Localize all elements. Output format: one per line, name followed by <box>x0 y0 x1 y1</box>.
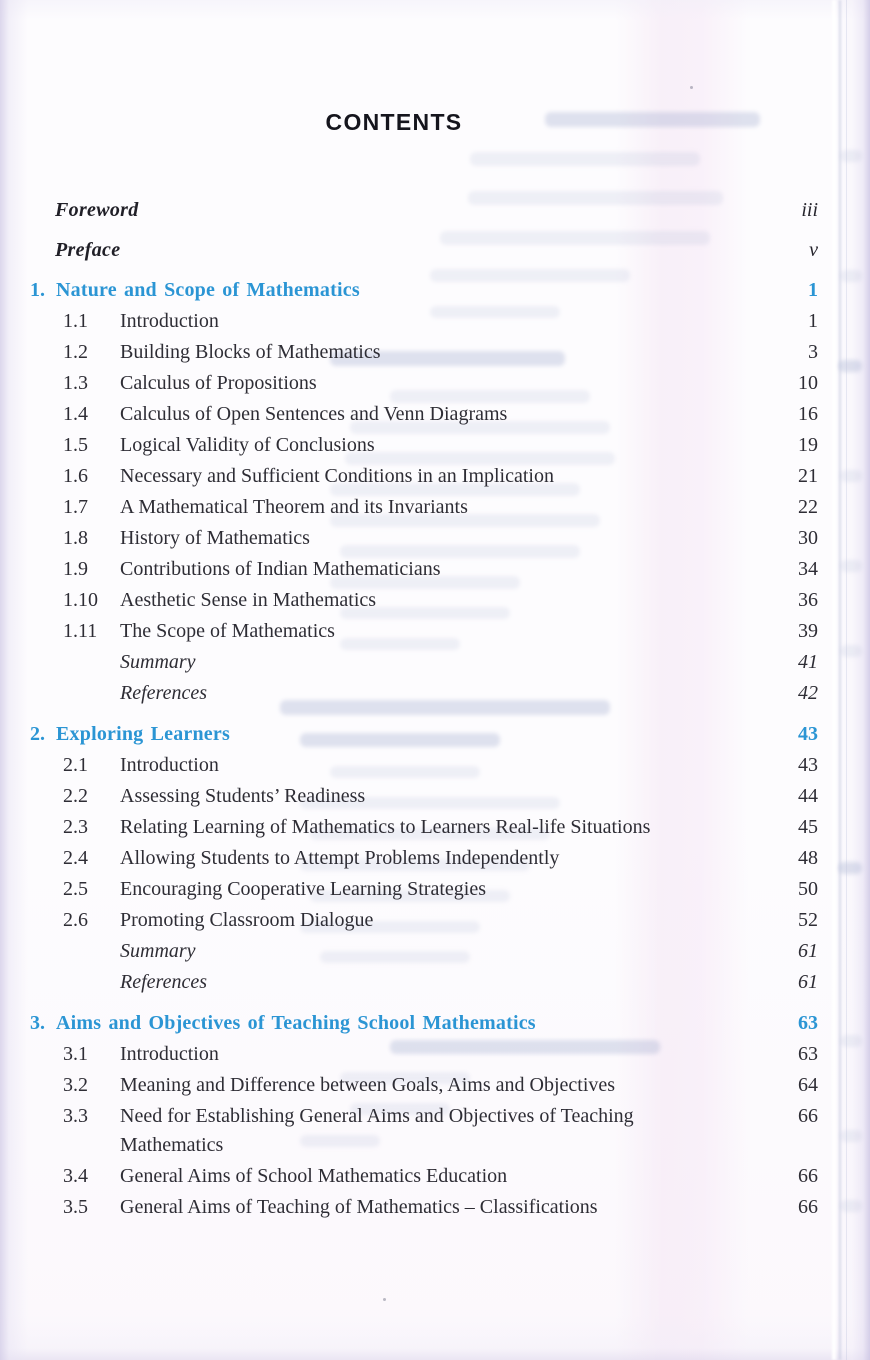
toc-entry <box>30 844 818 873</box>
toc-extra-entry <box>30 648 818 677</box>
toc-entry <box>30 1193 818 1222</box>
chapter-page-number: 63 <box>798 1012 818 1034</box>
section-number: 3.3 <box>63 1105 88 1127</box>
section-page-number: 22 <box>798 496 818 518</box>
section-number: 1.5 <box>63 434 88 456</box>
front-matter-label: Preface <box>55 239 121 261</box>
toc-entry <box>30 1102 818 1160</box>
extra-page-number: 41 <box>798 651 818 673</box>
toc-entry <box>30 813 818 842</box>
section-number: 1.9 <box>63 558 88 580</box>
toc-entry <box>30 751 818 780</box>
section-title: Calculus of Open Sentences and Venn Diagrams <box>120 403 508 425</box>
section-title: Calculus of Propositions <box>120 372 317 394</box>
toc-entry <box>30 906 818 935</box>
bleedthrough-smudge <box>840 1035 862 1047</box>
chapter-page-number: 43 <box>798 723 818 745</box>
section-number: 3.2 <box>63 1074 88 1096</box>
section-page-number: 43 <box>798 754 818 776</box>
bleedthrough-smudge <box>840 1130 862 1142</box>
extra-label: Summary <box>120 651 196 673</box>
toc-entry <box>30 617 818 646</box>
toc-entry <box>30 307 818 336</box>
section-page-number: 52 <box>798 909 818 931</box>
section-page-number: 39 <box>798 620 818 642</box>
section-page-number: 19 <box>798 434 818 456</box>
chapter-title: Exploring Learners <box>56 723 230 745</box>
toc-entry <box>30 338 818 367</box>
section-number: 3.5 <box>63 1196 88 1218</box>
page-number: v <box>809 239 818 261</box>
section-number: 1.6 <box>63 465 88 487</box>
bleedthrough-smudge <box>840 560 862 572</box>
section-page-number: 3 <box>808 341 818 363</box>
section-page-number: 45 <box>798 816 818 838</box>
section-page-number: 30 <box>798 527 818 549</box>
chapter-heading <box>30 1009 818 1038</box>
section-title: Building Blocks of Mathematics <box>120 341 381 363</box>
section-page-number: 1 <box>808 310 818 332</box>
extra-page-number: 42 <box>798 682 818 704</box>
front-matter-row <box>30 196 818 225</box>
toc-entry <box>30 369 818 398</box>
section-title: A Mathematical Theorem and its Invariants <box>120 496 468 518</box>
chapter-number: 2. <box>30 723 45 745</box>
section-number: 1.4 <box>63 403 88 425</box>
chapter-number: 1. <box>30 279 45 301</box>
section-title: Introduction <box>120 1043 219 1065</box>
chapter-title: Aims and Objectives of Teaching School Mathematics <box>56 1012 536 1034</box>
section-number: 2.3 <box>63 816 88 838</box>
toc-entry <box>30 400 818 429</box>
bleedthrough-smudge <box>840 1200 862 1212</box>
section-number: 1.3 <box>63 372 88 394</box>
section-number: 3.4 <box>63 1165 88 1187</box>
toc-entry <box>30 462 818 491</box>
toc-entry <box>30 1071 818 1100</box>
chapter-page-number: 1 <box>808 279 818 301</box>
section-title: Contributions of Indian Mathematicians <box>120 558 441 580</box>
section-title: Introduction <box>120 754 219 776</box>
bleedthrough-smudge <box>838 862 862 874</box>
toc-entry <box>30 586 818 615</box>
section-page-number: 21 <box>798 465 818 487</box>
bleedthrough-smudge <box>840 270 862 282</box>
section-page-number: 66 <box>798 1196 818 1218</box>
section-number: 2.2 <box>63 785 88 807</box>
extra-label: References <box>120 682 207 704</box>
section-number: 1.1 <box>63 310 88 332</box>
section-page-number: 36 <box>798 589 818 611</box>
section-page-number: 16 <box>798 403 818 425</box>
section-title: Introduction <box>120 310 219 332</box>
section-title: Need for Establishing General Aims and Objectives of Teaching Mathematics <box>120 1105 634 1156</box>
section-title: Assessing Students’ Readiness <box>120 785 366 807</box>
toc-extra-entry <box>30 968 818 997</box>
page-title: CONTENTS <box>325 109 463 135</box>
section-title: History of Mathematics <box>120 527 310 549</box>
section-title: Meaning and Difference between Goals, Aims and Objectives <box>120 1074 616 1096</box>
section-number: 2.6 <box>63 909 88 931</box>
scan-speckle <box>690 86 693 89</box>
section-page-number: 64 <box>798 1074 818 1096</box>
extra-label: References <box>120 971 207 993</box>
extra-page-number: 61 <box>798 940 818 962</box>
section-number: 2.5 <box>63 878 88 900</box>
toc-entry <box>30 431 818 460</box>
section-number: 2.1 <box>63 754 88 776</box>
scan-speckle <box>383 1298 386 1301</box>
section-page-number: 66 <box>798 1165 818 1187</box>
section-title: Promoting Classroom Dialogue <box>120 909 374 931</box>
chapter-title: Nature and Scope of Mathematics <box>56 279 360 301</box>
section-number: 1.11 <box>63 620 98 642</box>
section-title: General Aims of Teaching of Mathematics – Classifications <box>120 1196 598 1218</box>
section-title: Relating Learning of Mathematics to Learners Real-life Situations <box>120 816 651 838</box>
section-number: 1.8 <box>63 527 88 549</box>
section-number: 1.10 <box>63 589 98 611</box>
toc-entry <box>30 875 818 904</box>
front-matter-row <box>30 236 818 265</box>
section-page-number: 50 <box>798 878 818 900</box>
toc-entry <box>30 782 818 811</box>
section-title: Necessary and Sufficient Conditions in an Implication <box>120 465 554 487</box>
section-title: The Scope of Mathematics <box>120 620 335 642</box>
extra-page-number: 61 <box>798 971 818 993</box>
section-page-number: 10 <box>798 372 818 394</box>
chapter-heading <box>30 276 818 305</box>
page-number: iii <box>801 199 818 221</box>
section-page-number: 44 <box>798 785 818 807</box>
toc-entry <box>30 493 818 522</box>
section-title: Allowing Students to Attempt Problems Independently <box>120 847 560 869</box>
table-of-contents <box>30 108 818 1224</box>
toc-entry <box>30 1162 818 1191</box>
chapter-number: 3. <box>30 1012 45 1034</box>
toc-entry <box>30 1040 818 1069</box>
bleedthrough-smudge <box>840 470 862 482</box>
section-page-number: 63 <box>798 1043 818 1065</box>
section-number: 3.1 <box>63 1043 88 1065</box>
toc-entry <box>30 524 818 553</box>
toc-extra-entry <box>30 937 818 966</box>
front-matter-label: Foreword <box>55 199 139 221</box>
section-page-number: 48 <box>798 847 818 869</box>
page-edge-line <box>846 0 847 1360</box>
section-title: Logical Validity of Conclusions <box>120 434 375 456</box>
bleedthrough-smudge <box>840 645 862 657</box>
section-title: General Aims of School Mathematics Education <box>120 1165 508 1187</box>
section-page-number: 66 <box>798 1105 818 1127</box>
section-page-number: 34 <box>798 558 818 580</box>
page-edge-highlight <box>832 0 836 1360</box>
bleedthrough-smudge <box>838 360 862 372</box>
section-number: 1.7 <box>63 496 88 518</box>
extra-label: Summary <box>120 940 196 962</box>
toc-entry <box>30 555 818 584</box>
section-title: Encouraging Cooperative Learning Strategies <box>120 878 486 900</box>
chapter-heading <box>30 720 818 749</box>
bleedthrough-smudge <box>840 150 862 162</box>
section-title: Aesthetic Sense in Mathematics <box>120 589 377 611</box>
page-edge-line <box>839 0 841 1360</box>
section-number: 1.2 <box>63 341 88 363</box>
toc-extra-entry <box>30 679 818 708</box>
section-number: 2.4 <box>63 847 88 869</box>
